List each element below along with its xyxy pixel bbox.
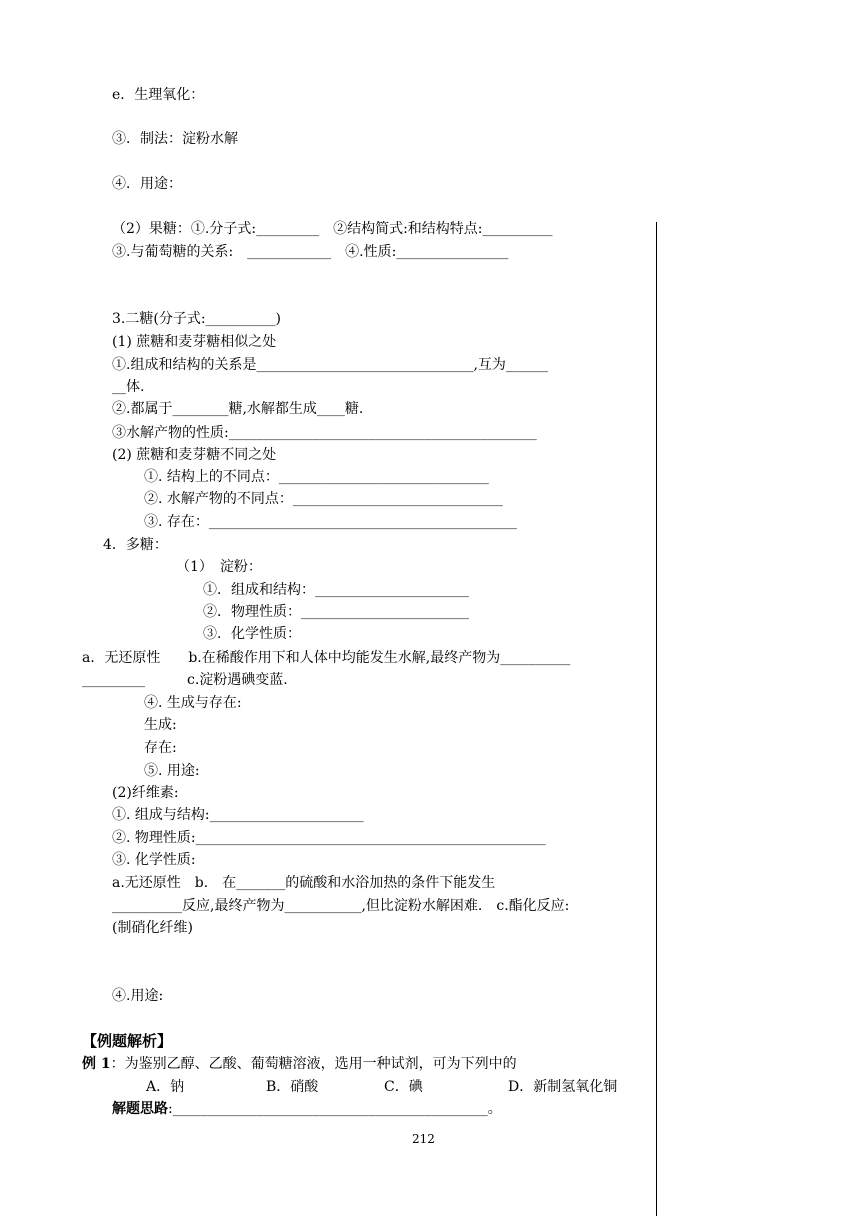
option-a: A．钠 [146, 1079, 185, 1095]
diff-item-3: ③. 存在：____________________________________________ [144, 514, 517, 530]
starch-chem-a: a．无还原性 b.在稀酸作用下和人体中均能发生水解,最终产物为__________ [82, 650, 571, 666]
similar-title: (1) 蔗糖和麦芽糖相似之处 [112, 334, 277, 350]
solution-text: :_____________________________________________。 [168, 1101, 502, 1117]
starch-item-4: ④. 生成与存在: [144, 695, 242, 711]
cellulose-chem-line-3: (制硝化纤维) [112, 920, 193, 936]
starch-item-1: ①．组成和结构：______________________ [203, 582, 469, 598]
page-number: 212 [412, 1132, 435, 1146]
preparation-line: ③．制法：淀粉水解 [112, 131, 238, 147]
cellulose-item-2: ②. 物理性质:__________________________________________________ [112, 830, 546, 846]
similar-item-1-cont: __体. [112, 379, 145, 395]
similar-item-1: ①.组成和结构的关系是_______________________________,互为______ [112, 357, 548, 373]
disaccharide-title: 3.二糖(分子式:__________) [112, 311, 281, 327]
option-b: B．硝酸 [266, 1079, 319, 1095]
polysaccharide-title: 4．多糖： [103, 537, 168, 553]
example-header: 【例题解析】 [82, 1032, 173, 1050]
cellulose-item-1: ①. 组成与结构:______________________ [112, 807, 364, 823]
similar-item-2: ②.都属于________糖,水解都生成____糖. [112, 401, 364, 417]
starch-title: （1） 淀粉： [176, 559, 262, 575]
diff-title: (2) 蔗糖和麦芽糖不同之处 [112, 447, 277, 463]
fructose-line-2: ③.与葡萄糖的关系: ____________ ④.性质:________________ [112, 244, 509, 260]
e-oxidation: e．生理氧化： [112, 87, 205, 103]
cellulose-item-4: ④.用途: [112, 988, 164, 1004]
cellulose-chem-line-2: __________反应,最终产物为___________,但比淀粉水解困难. c.酯化反应: [112, 898, 570, 914]
starch-item-5: ⑤. 用途: [144, 763, 200, 779]
example-1-text: ：为鉴别乙醇、乙酸、葡萄糖溶液，选用一种试剂，可为下列中的 [110, 1056, 517, 1072]
solution-line [112, 1100, 502, 1118]
diff-item-2: ②. 水解产物的不同点：______________________________ [144, 491, 503, 507]
example-1-line [82, 1055, 517, 1073]
cellulose-item-3: ③. 化学性质: [112, 852, 196, 868]
starch-generation: 生成: [144, 717, 177, 733]
cellulose-chem-line-1: a.无还原性 b. 在_______的硫酸和水浴加热的条件下能发生 [112, 875, 496, 891]
starch-chem-c: _________ c.淀粉遇碘变蓝. [82, 672, 288, 688]
option-d: D．新制氢氧化铜 [508, 1079, 618, 1095]
option-c: C．碘 [384, 1079, 423, 1095]
cellulose-title: (2)纤维素: [112, 785, 179, 801]
similar-item-3: ③水解产物的性质:____________________________________________ [112, 425, 537, 441]
starch-item-3: ③．化学性质： [203, 626, 301, 642]
use-line: ④．用途： [112, 176, 182, 192]
diff-item-1: ①. 结构上的不同点：______________________________ [144, 469, 489, 485]
starch-existence: 存在: [144, 740, 177, 756]
starch-item-2: ②．物理性质：________________________ [203, 604, 469, 620]
solution-label: 解题思路 [112, 1101, 168, 1117]
margin-rule [656, 222, 657, 1216]
fructose-line-1: （2）果糖：①.分子式:_________ ②结构简式:和结构特点:__________ [112, 221, 553, 237]
example-1-label: 例 1 [82, 1056, 111, 1072]
